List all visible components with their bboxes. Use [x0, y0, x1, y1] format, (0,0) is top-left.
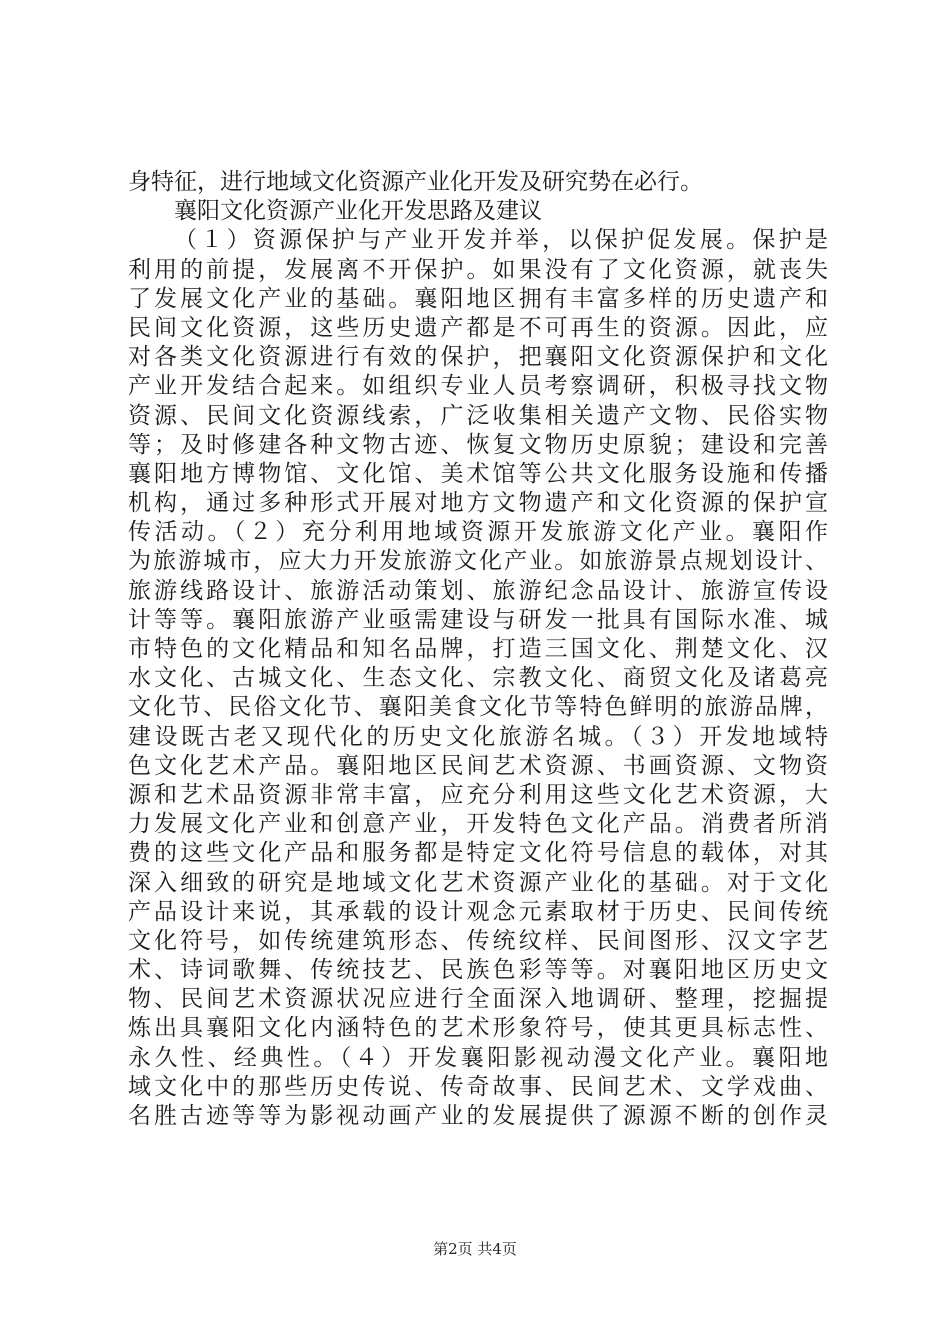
section-heading: 襄阳文化资源产业化开发思路及建议	[174, 198, 542, 225]
text-line: 文化符号，如传统建筑形态、传统纹样、民间图形、汉文字艺	[128, 927, 828, 954]
text-line: 利用的前提，发展离不开保护。如果没有了文化资源，就丧失	[128, 256, 828, 283]
text-line: （１）资源保护与产业开发并举，以保护促发展。保护是	[174, 227, 828, 254]
text-line: 襄阳地方博物馆、文化馆、美术馆等公共文化服务设施和传播	[128, 460, 828, 487]
text-line: 资源、民间文化资源线索，广泛收集相关遗产文物、民俗实物	[128, 402, 828, 429]
text-line: 术、诗词歌舞、传统技艺、民族色彩等等。对襄阳地区历史文	[128, 957, 828, 984]
text-line: 身特征，进行地域文化资源产业化开发及研究势在必行。	[128, 169, 703, 195]
text-line: 为旅游城市，应大力开发旅游文化产业。如旅游景点规划设计、	[128, 548, 828, 575]
text-line: 产品设计来说，其承载的设计观念元素取材于历史、民间传统	[128, 898, 828, 925]
text-line: 市特色的文化精品和知名品牌，打造三国文化、荆楚文化、汉	[128, 636, 828, 662]
text-line: 了发展文化产业的基础。襄阳地区拥有丰富多样的历史遗产和	[128, 285, 828, 312]
text-line: 深入细致的研究是地域文化艺术资源产业化的基础。对于文化	[128, 869, 828, 896]
text-line: 名胜古迹等等为影视动画产业的发展提供了源源不断的创作灵	[128, 1103, 828, 1129]
text-line: 旅游线路设计、旅游活动策划、旅游纪念品设计、旅游宣传设	[128, 577, 828, 604]
text-line: 源和艺术品资源非常丰富，应充分利用这些文化艺术资源，大	[128, 781, 828, 808]
text-line: 力发展文化产业和创意产业，开发特色文化产品。消费者所消	[128, 811, 828, 838]
text-line: 炼出具襄阳文化内涵特色的艺术形象符号，使其更具标志性、	[128, 1015, 828, 1042]
text-line: 产业开发结合起来。如组织专业人员考察调研，积极寻找文物	[128, 373, 828, 400]
text-line: 色文化艺术产品。襄阳地区民间艺术资源、书画资源、文物资	[128, 752, 828, 779]
body-text	[128, 168, 828, 1131]
text-line: 永久性、经典性。（４）开发襄阳影视动漫文化产业。襄阳地	[128, 1044, 828, 1071]
text-line: 水文化、古城文化、生态文化、宗教文化、商贸文化及诸葛亮	[128, 665, 828, 692]
text-line: 传活动。（２）充分利用地域资源开发旅游文化产业。襄阳作	[128, 519, 828, 546]
text-line: 等；及时修建各种文物古迹、恢复文物历史原貌；建设和完善	[128, 431, 828, 458]
text-line: 对各类文化资源进行有效的保护，把襄阳文化资源保护和文化	[128, 344, 828, 371]
text-line: 物、民间艺术资源状况应进行全面深入地调研、整理，挖掘提	[128, 986, 828, 1013]
text-line: 民间文化资源，这些历史遗产都是不可再生的资源。因此，应	[128, 314, 828, 341]
page-number-footer: 第2页 共4页	[433, 1240, 517, 1258]
text-line: 计等等。襄阳旅游产业亟需建设与研发一批具有国际水准、城	[128, 606, 828, 633]
text-line: 费的这些文化产品和服务都是特定文化符号信息的载体，对其	[128, 840, 828, 867]
text-line: 域文化中的那些历史传说、传奇故事、民间艺术、文学戏曲、	[128, 1073, 828, 1100]
text-line: 建设既古老又现代化的历史文化旅游名城。（３）开发地域特	[128, 723, 828, 750]
text-line: 文化节、民俗文化节、襄阳美食文化节等特色鲜明的旅游品牌，	[128, 694, 828, 721]
text-line: 机构，通过多种形式开展对地方文物遗产和文化资源的保护宣	[128, 490, 828, 517]
